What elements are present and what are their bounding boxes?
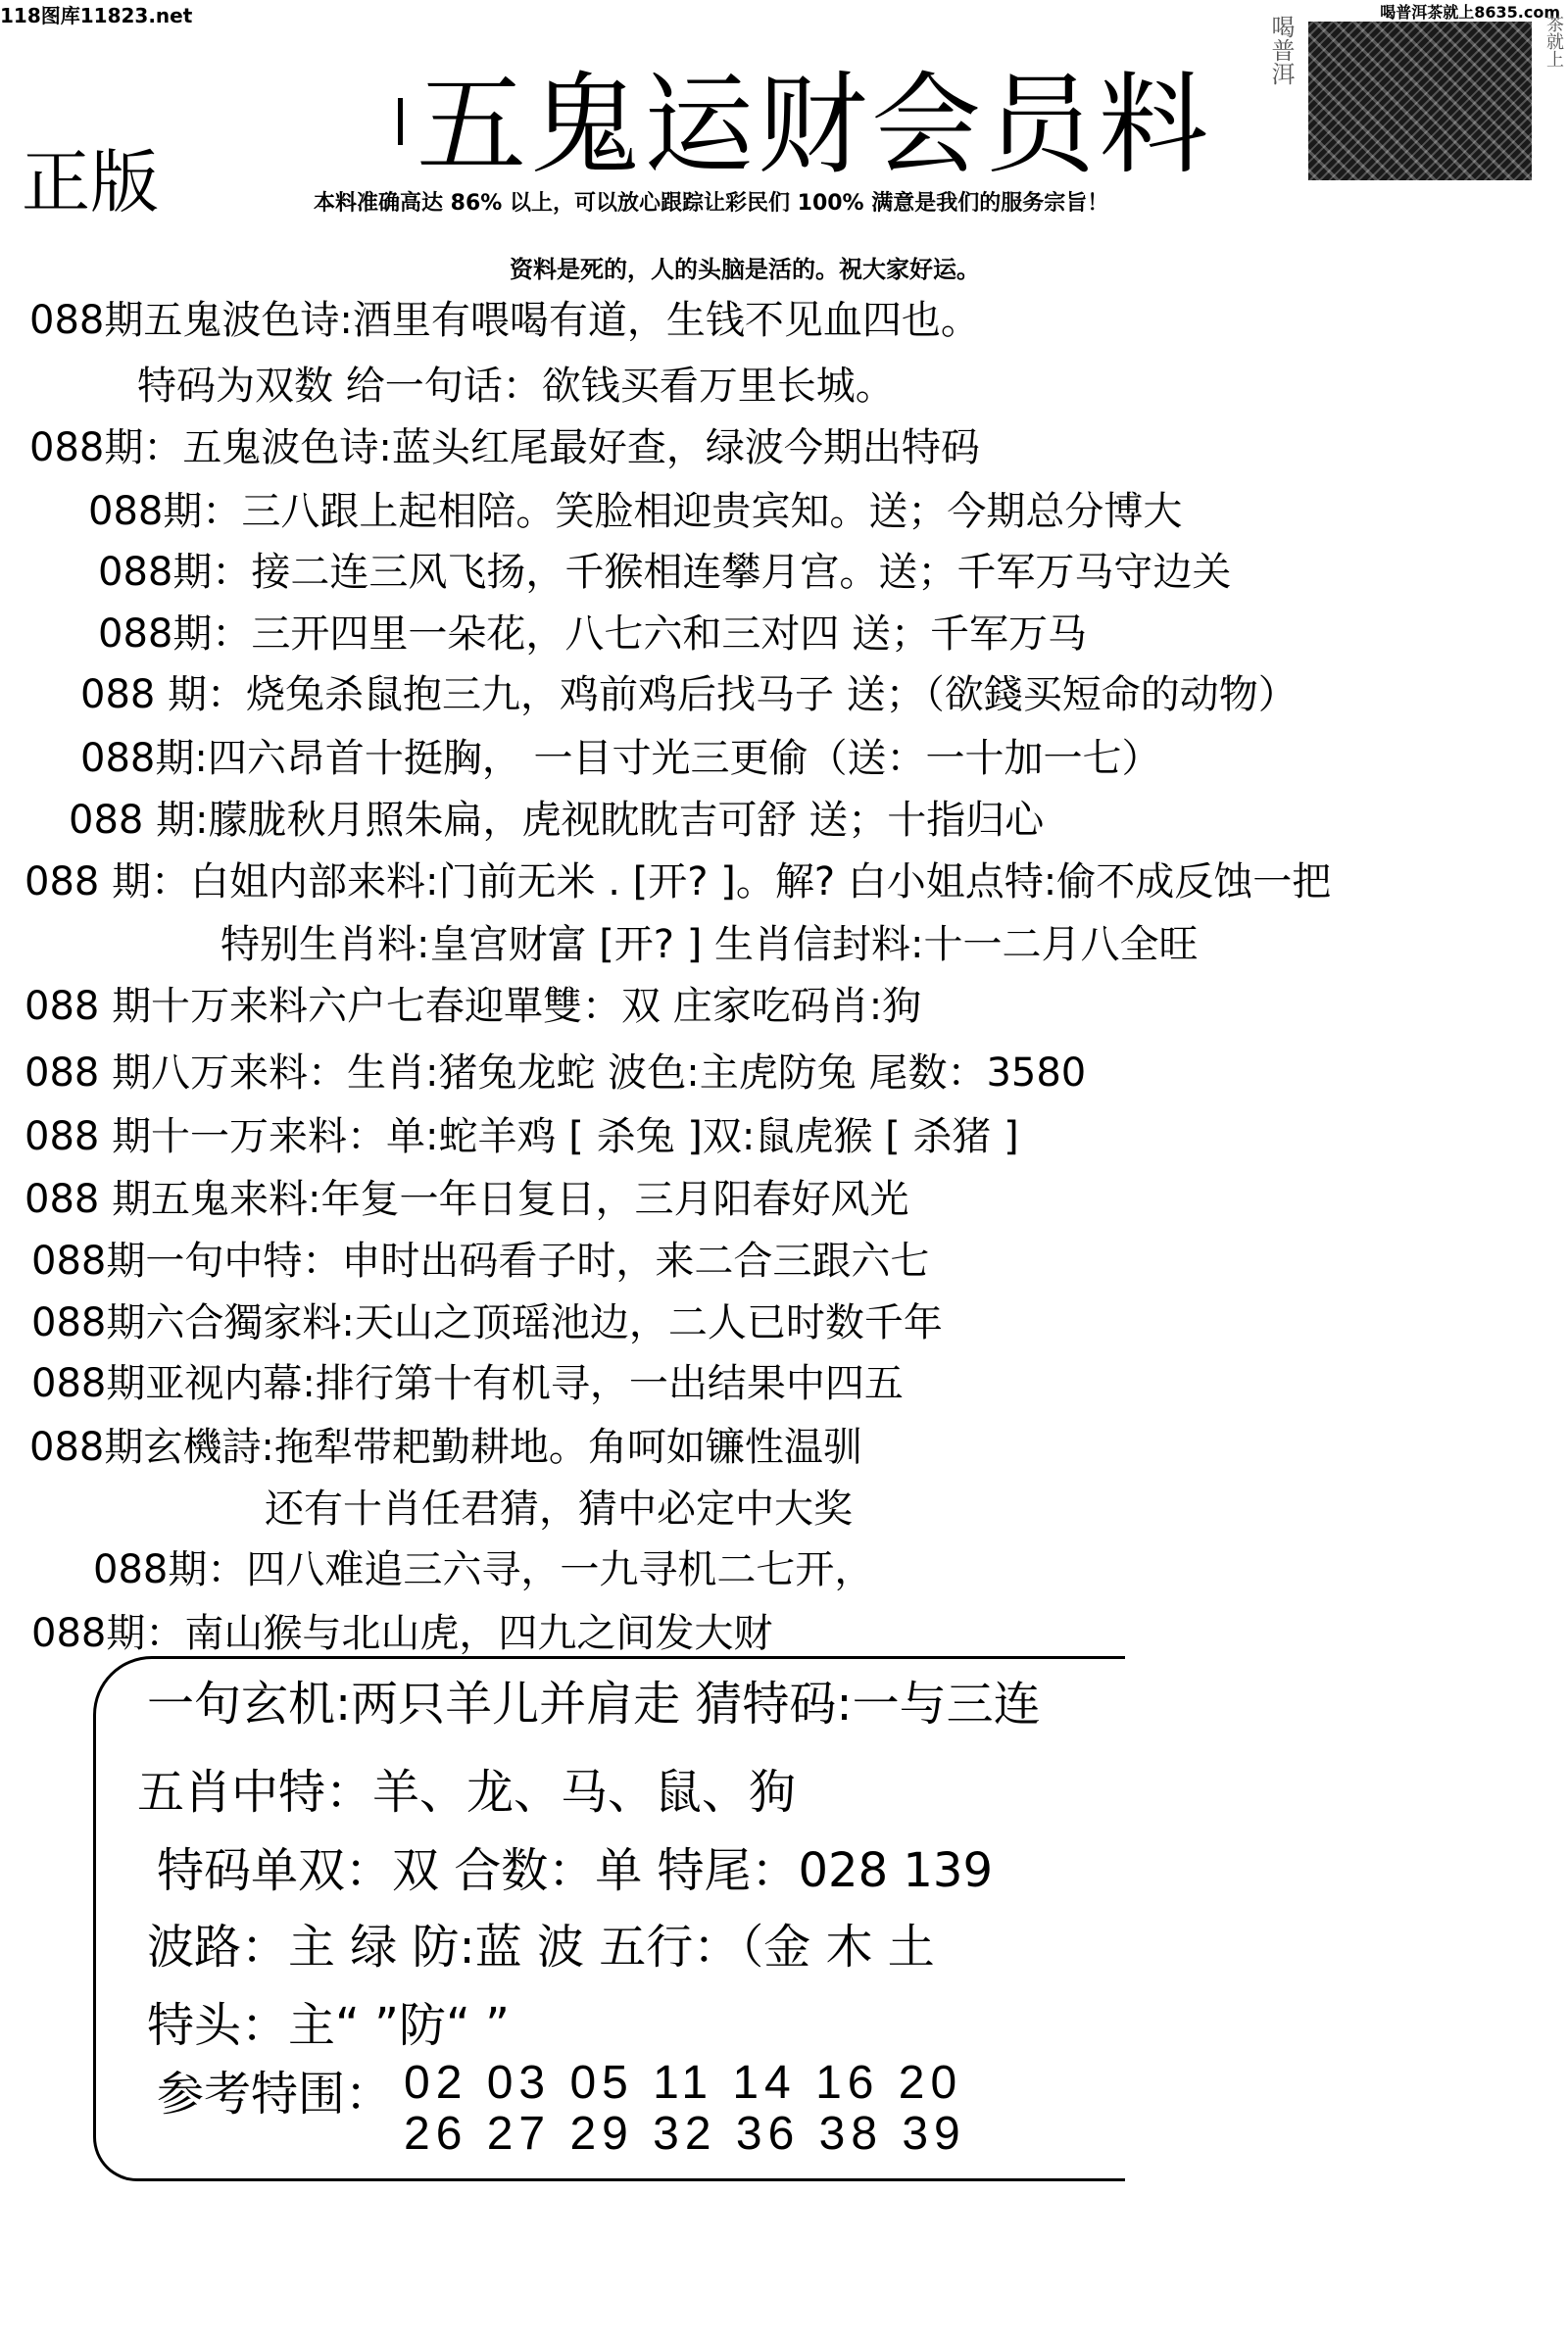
qr-code (1308, 22, 1532, 180)
content-line: 特码为双数 给一句话：欲钱买看万里长城。 (137, 364, 895, 409)
content-line: 088 期十一万来料：单:蛇羊鸡 [ 杀兔 ]双:鼠虎猴 [ 杀猪 ] (24, 1114, 1019, 1159)
content-line: 特别生肖料:皇宫财富 [开? ] 生肖信封料:十一二月八全旺 (220, 922, 1199, 967)
box-line-odd-even: 特码单双：双 合数：单 特尾：028 139 (157, 1843, 994, 1898)
content-line: 088 期：烧兔杀鼠抱三九，鸡前鸡后找马子 送；（欲錢买短命的动物） (80, 672, 1298, 717)
content-line: 088期：接二连三风飞扬，千猴相连攀月宫。送；千军万马守边关 (98, 550, 1232, 595)
box-ref-label: 参考特围： (157, 2067, 393, 2122)
content-line: 088期一句中特：申时出码看子时，来二合三跟六七 (31, 1239, 930, 1284)
slogan-text: 本料准确高达 86% 以上，可以放心跟踪让彩民们 100% 满意是我们的服务宗旨！ (314, 191, 1109, 216)
content-line: 088期:四六昂首十挺胸， 一目寸光三更偷（送：一十加一七） (80, 736, 1161, 781)
content-line: 088期玄機詩:拖犁带耙勤耕地。角呵如镰性温驯 (29, 1425, 862, 1470)
content-line: 088期六合獨家料:天山之顶瑶池边，二人已时数千年 (31, 1300, 943, 1345)
content-line: 088期：四八难追三六寻，一九寻机二七开， (93, 1547, 874, 1592)
content-line: 088 期:朦胧秋月照朱扁，虎视眈眈吉可舒 送；十指归心 (69, 798, 1045, 843)
side-text-right: 茶就上 (1544, 15, 1564, 68)
content-line: 088期：三开四里一朵花，八七六和三对四 送；千军万马 (98, 611, 1088, 657)
top-right-watermark: 喝普洱茶就上8635.com (1380, 3, 1560, 22)
content-line: 还有十肖任君猜，猜中必定中大奖 (265, 1487, 853, 1532)
box-ref-numbers-row2: 26 27 29 32 36 38 39 (404, 2108, 966, 2160)
side-text-left: 喝普洱 (1267, 15, 1295, 85)
content-line: 088期：三八跟上起相陪。笑脸相迎贵宾知。送；今期总分博大 (88, 489, 1183, 534)
box-ref-numbers-row1: 02 03 05 11 14 16 20 (404, 2057, 963, 2109)
box-line-wave: 波路：主 绿 防:蓝 波 五行：（金 木 土 (147, 1920, 935, 1975)
page-title: 五鬼运财会员料 (416, 62, 1212, 189)
wish-text: 资料是死的，人的头脑是活的。祝大家好运。 (510, 256, 980, 283)
title-divider (398, 98, 403, 145)
content-line: 088 期：白姐内部来料:门前无米 . [开? ]。解? 白小姐点特:偷不成反蚀一把 (24, 859, 1332, 904)
box-line-zodiac: 五肖中特：羊、龙、马、鼠、狗 (137, 1765, 797, 1820)
box-line-mystery: 一句玄机:两只羊儿并肩走 猜特码:一与三连 (147, 1677, 1041, 1732)
content-line: 088 期八万来料：生肖:猪兔龙蛇 波色:主虎防兔 尾数：3580 (24, 1050, 1087, 1096)
content-line: 088 期五鬼来料:年复一年日复日，三月阳春好风光 (24, 1177, 909, 1222)
content-line: 088期：五鬼波色诗:蓝头红尾最好查，绿波今期出特码 (29, 425, 980, 470)
box-line-head: 特头：主“ ”防“ ” (147, 1998, 510, 2053)
content-line: 088期亚视内幕:排行第十有机寻，一出结果中四五 (31, 1361, 904, 1406)
content-line: 088 期十万来料六户七春迎單雙：双 庄家吃码肖:狗 (24, 984, 922, 1029)
site-watermark: 118图库11823.net (0, 4, 193, 27)
edition-label: 正版 (22, 142, 159, 222)
content-line: 088期：南山猴与北山虎，四九之间发大财 (31, 1611, 773, 1656)
content-line: 088期五鬼波色诗:酒里有喂喝有道，生钱不见血四也。 (29, 298, 980, 343)
